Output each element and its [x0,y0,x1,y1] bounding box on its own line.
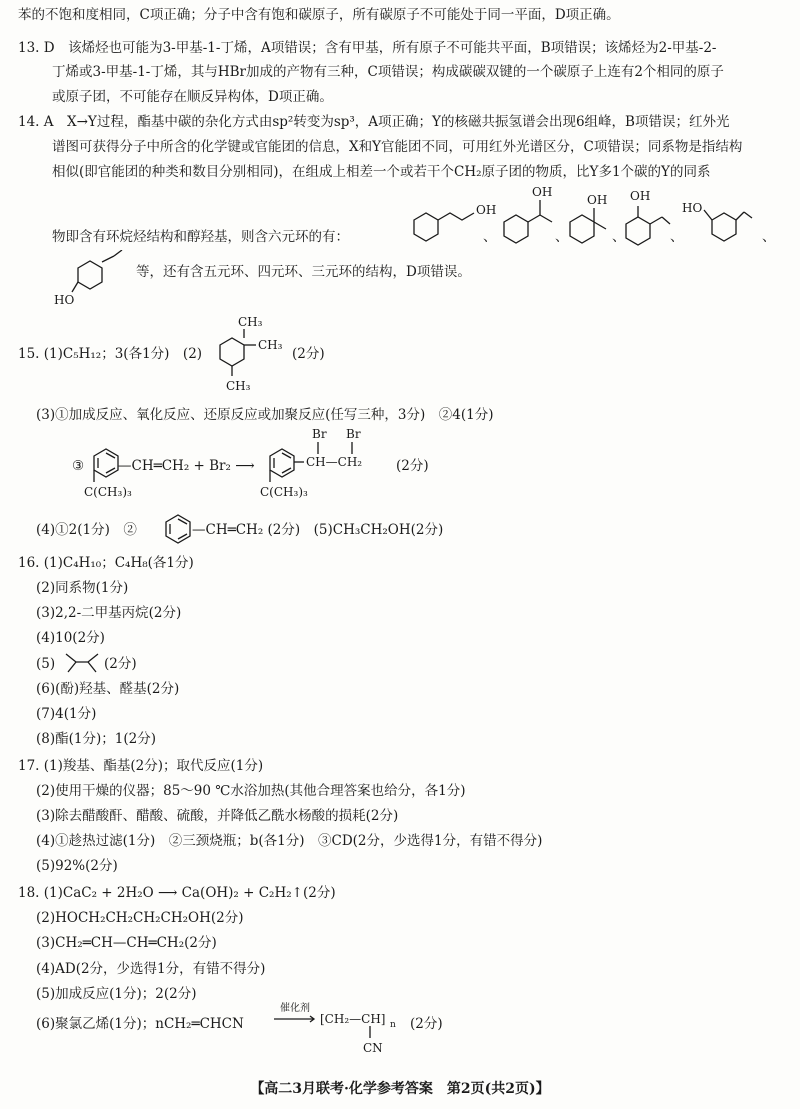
q13-line-2: 丁烯或3-甲基-1-丁烯，其与HBr加成的产物有三种，C项错误；构成碳碳双键的一个碳原子上连有2个相同的原子 [52,64,724,80]
svg-text:CH₃: CH₃ [238,315,263,329]
q16-part5: (5) [36,656,56,672]
structure-1-methylcyclohexanol [560,186,620,260]
svg-text:C(CH₃)₃: C(CH₃)₃ [84,485,132,499]
svg-text:CN: CN [363,1041,383,1055]
q18-part5: (5)加成反应(1分)；2(2分) [36,986,197,1002]
svg-text:Br: Br [312,427,327,441]
q13-line-3: 或原子团，不可能存在顺反异构体，D项正确。 [52,89,333,105]
q18-part2: (2)HOCH₂CH₂CH₂CH₂OH(2分) [36,910,244,926]
q16-part6: (6)(酚)羟基、醛基(2分) [36,681,180,697]
page-footer: 【高二3月联考·化学参考答案 第2页(共2页)】 [250,1081,550,1097]
q15-equation: —CH═CH₂ + Br₂ ⟶ [118,458,255,474]
q14-line-4: 物即含有环烷烃结构和醇羟基，则含六元环的有： [52,229,349,245]
q14-line-1: 14. A X→Y过程，酯基中碳的杂化方式由sp²转变为sp³，A项正确；Y的核磁共振氢谱会出现6组峰，B项错误；红外光 [18,114,730,130]
q15-part4: (4)①2(1分) ② [36,522,137,538]
q14-line-5: 等，还有含五元环、四元环、三元环的结构，D项错误。 [136,264,471,280]
structure-tbu-styrene [84,442,136,512]
svg-text:n: n [390,1020,396,1030]
svg-text:OH: OH [587,193,608,207]
q16-part2: (2)同系物(1分) [36,580,129,596]
q16-part5-score: (2分) [104,656,137,672]
q17-part2: (2)使用干燥的仪器；85～90 ℃水浴加热(其他合理答案也给分，各1分) [36,783,466,799]
q17-part4: (4)①趁热过滤(1分) ②三颈烧瓶；b(各1分) ③CD(2分，少选得1分，有错不得分) [36,833,543,849]
q15-eq-score: (2分) [396,458,429,474]
svg-text:OH: OH [630,189,651,203]
svg-text:CH₃: CH₃ [258,338,283,352]
q16-part7: (7)4(1分) [36,706,97,722]
q15-circle3: ③ [72,458,85,474]
q14-line-2: 谱图可获得分子中所含的化学键或官能团的信息，X和Y官能团不同，可用红外光谱区分，C项错误；同系物是指结构 [52,139,743,155]
svg-text:C(CH₃)₃: C(CH₃)₃ [260,485,308,499]
text-line: 苯的不饱和度相同，C项正确；分子中含有饱和碳原子，所有碳原子不可能处于同一平面，D项正确。 [18,7,620,23]
structure-polyacrylonitrile [270,1000,410,1060]
q18-part3: (3)CH₂═CH—CH═CH₂(2分) [36,935,217,951]
svg-text:CH₃: CH₃ [226,379,251,393]
svg-text:HO: HO [682,201,703,215]
q16-part3: (3)2,2-二甲基丙烷(2分) [36,605,182,621]
q16-part4: (4)10(2分) [36,630,105,646]
q15-part1: 15. (1)C₅H₁₂；3(各1分) (2) [18,346,203,362]
q18-part6-score: (2分) [410,1016,443,1032]
svg-text:CH—CH₂: CH—CH₂ [306,455,363,469]
q18-part4: (4)AD(2分，少选得1分，有错不得分) [36,961,266,977]
structure-1-cyclohexylethanol [492,180,562,260]
structure-dibromide [260,426,400,512]
q18-part6: (6)聚氯乙烯(1分)；nCH₂═CHCN [36,1016,244,1032]
q16-part8: (8)酯(1分)；1(2分) [36,731,156,747]
structure-2-methylcyclohexanol [618,184,678,260]
svg-text:HO: HO [54,293,75,307]
q18-part1: 18. (1)CaC₂ + 2H₂O ⟶ Ca(OH)₂ + C₂H₂↑(2分) [18,885,336,901]
separator: 、 [612,229,626,245]
q13-line-1: 13. D 该烯烃也可能为3-甲基-1-丁烯，A项错误；含有甲基，所有原子不可能共平面，B项错误；该烯烃为2-甲基-2- [18,40,717,56]
q17-part5: (5)92%(2分) [36,858,118,874]
q17-part1: 17. (1)羧基、酯基(2分)；取代反应(1分) [18,758,264,774]
svg-text:催化剂: 催化剂 [280,1003,310,1014]
svg-text:OH: OH [532,185,553,199]
q14-line-3: 相似(即官能团的种类和数目分别相同)，在组成上相差一个或若干个CH₂原子团的物质，比Y多1个碳的Y的同系 [52,164,711,180]
structure-4-methylcyclohexanol [52,250,142,310]
separator: 、 [483,229,497,245]
structure-methylbutene [62,648,102,676]
structure-trimethylcyclohexane [206,314,296,394]
svg-text:Br: Br [346,427,361,441]
structure-3-methylcyclohexanol [680,196,760,260]
svg-text:OH: OH [476,203,497,217]
svg-text:[CH₂—CH]: [CH₂—CH] [320,1012,386,1026]
separator: 、 [670,229,684,245]
separator: 、 [555,229,569,245]
q15-score: (2分) [292,346,325,362]
separator: 、 [762,229,776,245]
q17-part3: (3)除去醋酸酐、醋酸、硫酸，并降低乙酰水杨酸的损耗(2分) [36,808,399,824]
q16-part1: 16. (1)C₄H₁₀；C₄H₈(各1分) [18,555,194,571]
q15-part3: (3)①加成反应、氧化反应、还原反应或加聚反应(任写三种，3分) ②4(1分) [36,407,494,423]
q15-part4-rest: —CH═CH₂ (2分) (5)CH₃CH₂OH(2分) [192,522,444,538]
